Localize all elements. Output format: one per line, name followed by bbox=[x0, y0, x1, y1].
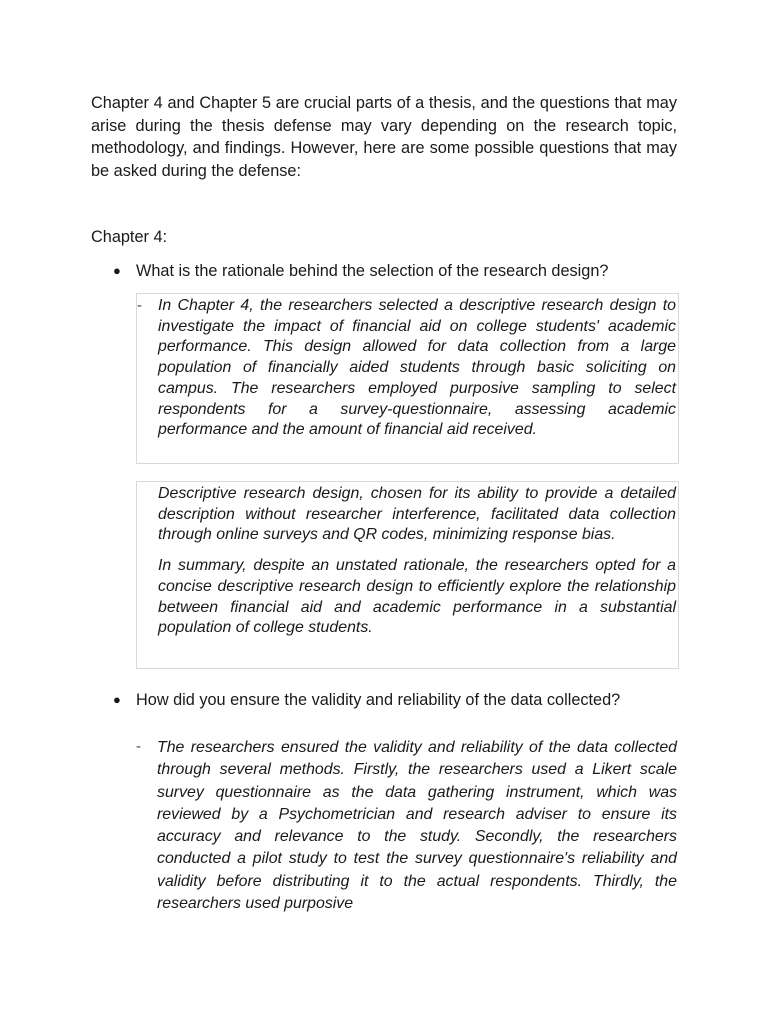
question-1-answer-box-1 bbox=[136, 293, 679, 464]
chapter-4-heading: Chapter 4: bbox=[91, 228, 168, 246]
question-1-answer-1: In Chapter 4, the researchers selected a descriptive research design to investigate the impact of financial aid on college students' academic performance. This design allowed for data collection from a large population of financially aided students through basic soliciting on campus. The researchers employed purposive sampling to select respondents for a survey-questionnaire, assessing academic performance and the amount of financial aid received. bbox=[158, 297, 676, 439]
dash-bullet-icon: - bbox=[137, 297, 142, 314]
question-2-answer-block bbox=[136, 737, 679, 915]
dash-bullet-icon: - bbox=[136, 738, 141, 755]
document-page bbox=[91, 92, 677, 913]
question-2-answer-1: The researchers ensured the validity and reliability of the data collected through several methods. Firstly, the researchers used a Likert scale survey questionnaire as the data gathering instrument, which was reviewed by a Psychometrician and research adviser to ensure its accuracy and relevance to the study. Secondly, the researchers conducted a pilot study to test the survey questionnaire's reliability and validity before distributing it to the actual respondents. Thirdly, the researchers used purposive bbox=[157, 739, 677, 913]
question-1-answer-2a: Descriptive research design, chosen for its ability to provide a detailed description without researcher interference, facilitated data collection through online surveys and QR codes, minimizing response bias. bbox=[158, 485, 676, 544]
question-1-answer-box-2 bbox=[136, 481, 679, 669]
question-1-text: What is the rationale behind the selection of the research design? bbox=[136, 262, 609, 280]
paragraph-gap bbox=[137, 546, 678, 556]
bullet-icon: ● bbox=[113, 263, 121, 278]
question-1-answer-2b: In summary, despite an unstated rationale, the researchers opted for a concise descriptive research design to efficiently explore the relationship between financial aid and academic performance in a substantial population of college students. bbox=[158, 557, 676, 637]
bullet-icon: ● bbox=[113, 692, 121, 707]
question-2-text: How did you ensure the validity and reliability of the data collected? bbox=[136, 691, 621, 709]
intro-paragraph: Chapter 4 and Chapter 5 are crucial parts of a thesis, and the questions that may arise during the thesis defense may vary depending on the research topic, methodology, and findings. However, here are some possible questions that may be asked during the defense: bbox=[91, 94, 677, 180]
